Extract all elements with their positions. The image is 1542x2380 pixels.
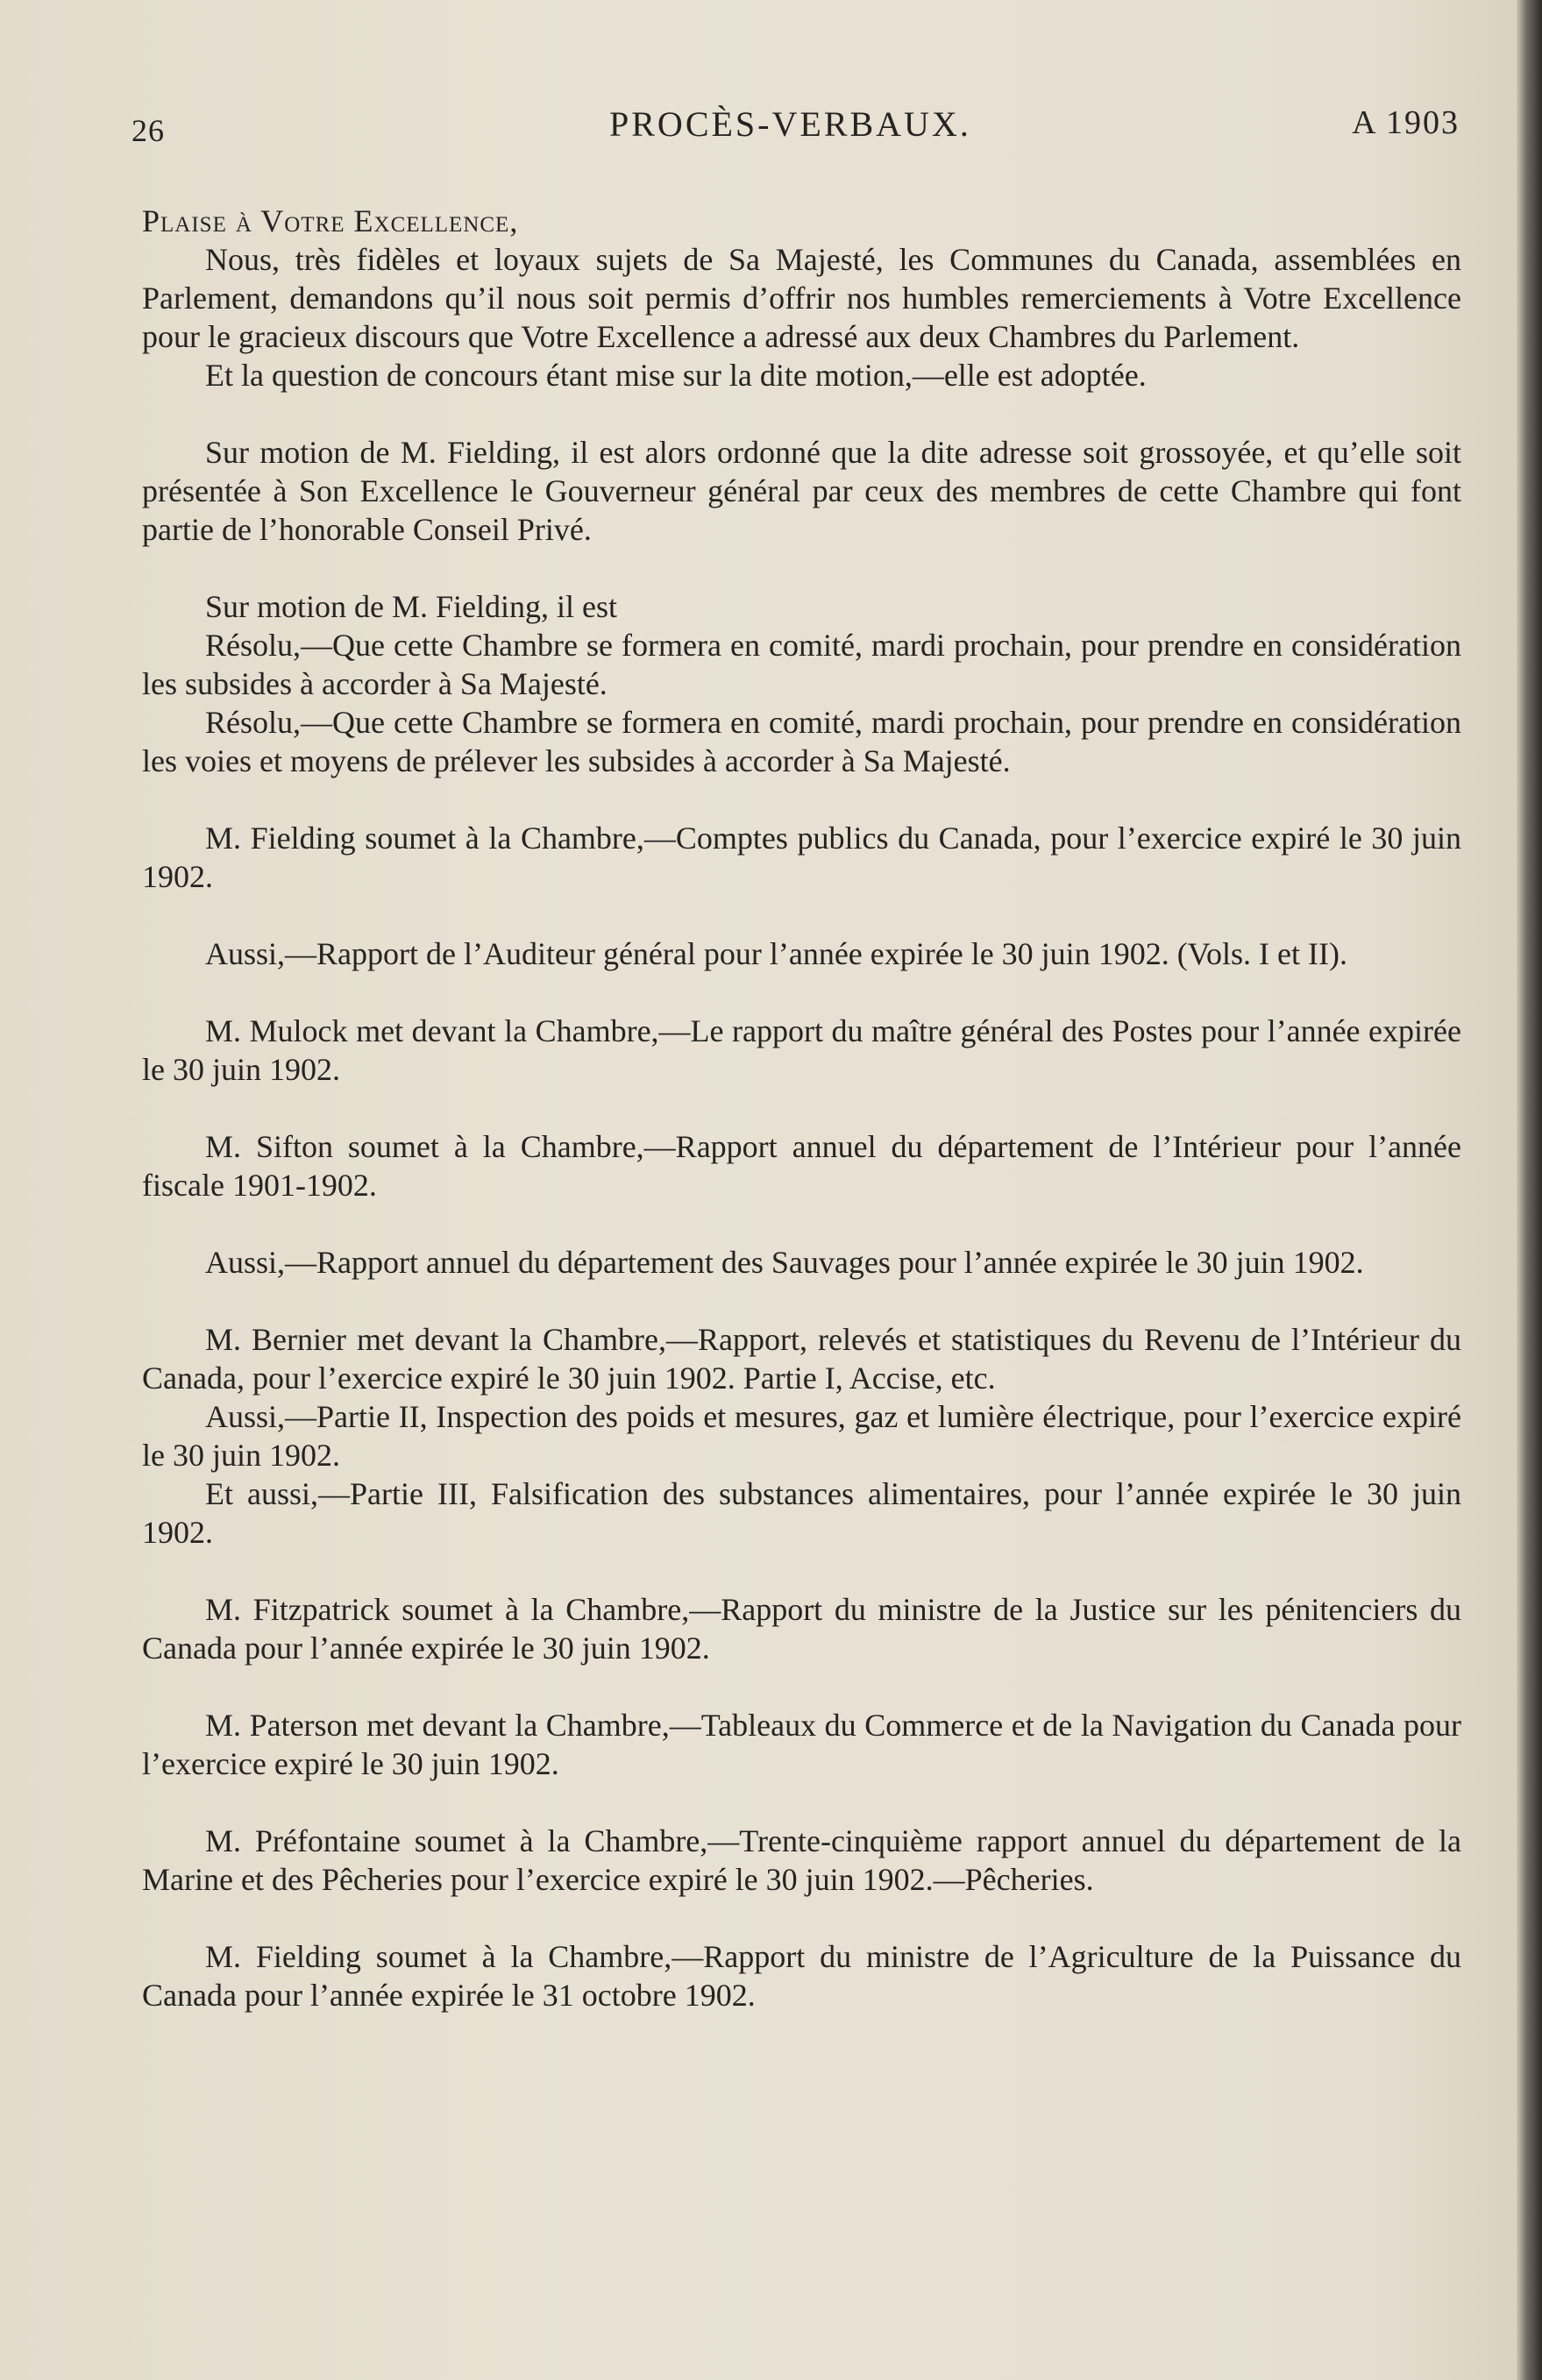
paragraph-resolu-1: Résolu,—Que cette Chambre se formera en comité, mardi prochain, pour prendre en considération les subsides à accorder à Sa Majesté. [142, 628, 1461, 701]
running-title: PROCÈS-VERBAUX. [609, 104, 971, 144]
paragraph-fitzpatrick: M. Fitzpatrick soumet à la Chambre,—Rapport du ministre de la Justice sur les pénitenciers du Canada pour l’année expirée le 30 juin 1902. [142, 1592, 1461, 1666]
paragraph-agriculture: M. Fielding soumet à la Chambre,—Rapport du ministre de l’Agriculture de la Puissance du Canada pour l’année expirée le 31 octobre 1902. [142, 1939, 1461, 2013]
paragraph-sauvages: Aussi,—Rapport annuel du département des Sauvages pour l’année expirée le 30 juin 1902. [205, 1245, 1364, 1280]
paragraph-fielding-adresse: Sur motion de M. Fielding, il est alors ordonné que la dite adresse soit grossoyée, et qu’elle soit présentée à Son Excellence le Gouverneur général par ceux des membres de cette Chambre qui font partie de l’honorable Conseil Privé. [142, 435, 1461, 547]
paragraph-sifton: M. Sifton soumet à la Chambre,—Rapport annuel du département de l’Intérieur pour l’année fiscale 1901-1902. [142, 1129, 1461, 1203]
header-year: A 1903 [1352, 104, 1460, 141]
paragraph-paterson: M. Paterson met devant la Chambre,—Tableaux du Commerce et de la Navigation du Canada pour l’exercice expiré le 30 juin 1902. [142, 1708, 1461, 1781]
paragraph-partie-2: Aussi,—Partie II, Inspection des poids et mesures, gaz et lumière électrique, pour l’exercice expiré le 30 juin 1902. [142, 1399, 1461, 1473]
page-header [131, 103, 1460, 156]
page-binding-edge [1517, 0, 1542, 2380]
paragraph-bernier: M. Bernier met devant la Chambre,—Rapport, relevés et statistiques du Revenu de l’Intérieur du Canada, pour l’exercice expiré le 30 juin 1902. Partie I, Accise, etc. [142, 1322, 1461, 1396]
paragraph-comptes-publics: M. Fielding soumet à la Chambre,—Comptes publics du Canada, pour l’exercice expiré le 30 juin 1902. [142, 821, 1461, 894]
paragraph-auditeur: Aussi,—Rapport de l’Auditeur général pour l’année expirée le 30 juin 1902. (Vols. I et II). [205, 936, 1347, 971]
paragraph-question: Et la question de concours étant mise sur la dite motion,—elle est adoptée. [205, 358, 1147, 393]
paragraph-prefontaine: M. Préfontaine soumet à la Chambre,—Trente-cinquième rapport annuel du département de la Marine et des Pêcheries pour l’exercice expiré le 30 juin 1902.—Pêcheries. [142, 1823, 1461, 1897]
paragraph-address: Nous, très fidèles et loyaux sujets de Sa Majesté, les Communes du Canada, assemblées en Parlement, demandons qu’il nous soit permis d’offrir nos humbles remerciements à Votre Excellence pour le gracieux discours que Votre Excellence a adressé aux deux Chambres du Parlement. [142, 242, 1461, 354]
paragraph-resolu-2: Résolu,—Que cette Chambre se formera en comité, mardi prochain, pour prendre en considération les voies et moyens de prélever les subsides à accorder à Sa Majesté. [142, 705, 1461, 778]
paragraph-fielding-motion: Sur motion de M. Fielding, il est [205, 589, 618, 624]
paragraph-mulock: M. Mulock met devant la Chambre,—Le rapport du maître général des Postes pour l’année expirée le 30 juin 1902. [142, 1013, 1461, 1087]
page-number: 26 [131, 113, 165, 148]
paragraph-partie-3: Et aussi,—Partie III, Falsification des substances alimentaires, pour l’année expirée le 30 juin 1902. [142, 1476, 1461, 1550]
salutation: Plaise à Votre Excellence, [142, 203, 519, 238]
page-body [142, 202, 1461, 2014]
